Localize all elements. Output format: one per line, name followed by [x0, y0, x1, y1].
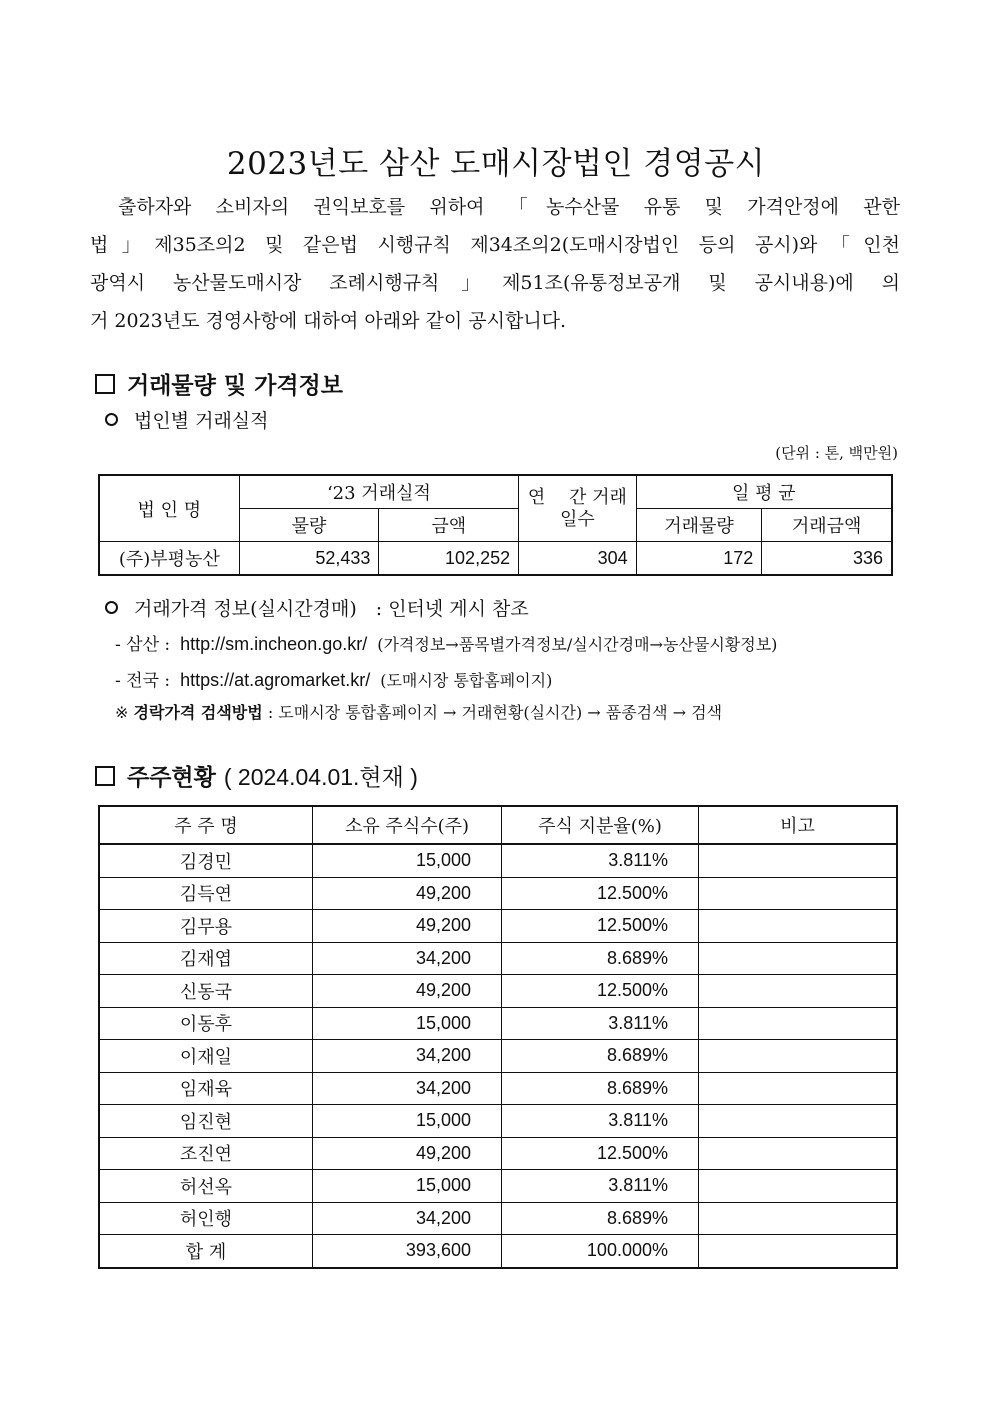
subsection-price-info [105, 594, 529, 621]
cell-note [699, 910, 898, 943]
section-trade-heading [95, 367, 343, 400]
cell-note [699, 844, 898, 877]
square-bullet-icon [95, 766, 115, 786]
cell-shares: 49,200 [313, 975, 502, 1008]
cell-ratio: 3.811% [502, 1105, 699, 1138]
cell-note [699, 1007, 898, 1040]
cell-shareholder-name: 이재일 [99, 1040, 313, 1073]
square-bullet-icon [95, 374, 115, 394]
cell-ratio: 8.689% [502, 1040, 699, 1073]
cell-corp-name: (주)부평농산 [99, 542, 239, 576]
table-row [99, 844, 897, 877]
col-days-header: 연 간 거래일수 [519, 475, 637, 542]
national-url-desc: (도매시장 통합홈페이지) [380, 671, 553, 690]
col-perf-group-header: ‘23 거래실적 [239, 475, 518, 509]
subsection-price-info-label: 거래가격 정보(실시간경매) : 인터넷 게시 참조 [134, 598, 529, 620]
table-row [99, 542, 892, 576]
table-row [99, 942, 897, 975]
cell-shares: 15,000 [313, 1007, 502, 1040]
samsan-url-link[interactable]: http://sm.incheon.go.kr/ [180, 634, 368, 654]
cell-ratio: 12.500% [502, 975, 699, 1008]
cell-shares: 15,000 [313, 1170, 502, 1203]
cell-shares: 49,200 [313, 877, 502, 910]
col-daily-group-header: 일 평 균 [636, 475, 892, 509]
col-volume-header: 물량 [239, 509, 379, 542]
intro-paragraph [90, 188, 900, 340]
intro-line-3: 광역시 농산물도매시장 조례시행규칙」제51조(유통정보공개 및 공시내용)에 의 [90, 272, 900, 294]
cell-ratio: 12.500% [502, 1137, 699, 1170]
intro-line-1: 출하자와 소비자의 권익보호를 위하여 「농수산물 유통 및 가격안정에 관한 [118, 196, 900, 218]
total-label: 합 계 [99, 1235, 313, 1268]
col-ratio-header: 주식 지분율(%) [502, 806, 699, 844]
section-shareholders-date: ( 2024.04.01.현재 ) [223, 764, 418, 790]
cell-shareholder-name: 허인행 [99, 1202, 313, 1235]
cell-ratio: 3.811% [502, 1170, 699, 1203]
col-daily-volume-header: 거래물량 [636, 509, 762, 542]
samsan-url-desc: (가격정보→품목별가격정보/실시간경매→농산물시황정보) [377, 635, 778, 654]
total-shares: 393,600 [313, 1235, 502, 1268]
cell-volume: 52,433 [239, 542, 379, 576]
cell-note [699, 877, 898, 910]
cell-shares: 34,200 [313, 1040, 502, 1073]
table-row [99, 1137, 897, 1170]
cell-shareholder-name: 허선옥 [99, 1170, 313, 1203]
cell-days: 304 [519, 542, 637, 576]
cell-note [699, 1105, 898, 1138]
cell-shareholder-name: 조진연 [99, 1137, 313, 1170]
cell-note [699, 1202, 898, 1235]
cell-daily-volume: 172 [636, 542, 762, 576]
cell-shares: 34,200 [313, 1202, 502, 1235]
cell-shares: 49,200 [313, 910, 502, 943]
cell-ratio: 3.811% [502, 844, 699, 877]
cell-shareholder-name: 신동국 [99, 975, 313, 1008]
cell-shareholder-name: 임진현 [99, 1105, 313, 1138]
cell-ratio: 8.689% [502, 1072, 699, 1105]
note-mark: ※ [115, 703, 129, 722]
table-row [99, 1040, 897, 1073]
subsection-corp-performance-label: 법인별 거래실적 [134, 410, 269, 432]
cell-daily-amount: 336 [762, 542, 892, 576]
col-amount-header: 금액 [379, 509, 519, 542]
table-row [99, 1170, 897, 1203]
col-corp-name-header: 법 인 명 [99, 475, 239, 542]
total-row [99, 1235, 897, 1268]
col-shareholder-name-header: 주 주 명 [99, 806, 313, 844]
table-row [99, 1072, 897, 1105]
table-row [99, 975, 897, 1008]
intro-line-4: 거 2023년도 경영사항에 대하여 아래와 같이 공시합니다. [90, 310, 567, 332]
col-shares-header: 소유 주식수(주) [313, 806, 502, 844]
circle-bullet-icon [105, 413, 118, 426]
cell-shareholder-name: 임재육 [99, 1072, 313, 1105]
unit-label: (단위 : 톤, 백만원) [775, 444, 898, 462]
cell-note [699, 1072, 898, 1105]
cell-shareholder-name: 김득연 [99, 877, 313, 910]
intro-line-2: 법」제35조의2 및 같은법 시행규칙 제34조의2(도매시장법인 등의 공시)와「인천 [90, 234, 900, 256]
total-note [699, 1235, 898, 1268]
shareholders-table [98, 805, 898, 1269]
table-row [99, 1105, 897, 1138]
national-link-line [115, 666, 552, 691]
national-label: - 전국 : [115, 671, 171, 691]
cell-shares: 15,000 [313, 1105, 502, 1138]
cell-shares: 34,200 [313, 1072, 502, 1105]
search-method-note [115, 700, 722, 723]
note-bold-label: 경락가격 검색방법 [133, 703, 263, 722]
cell-shareholder-name: 이동후 [99, 1007, 313, 1040]
section-shareholders-heading [95, 759, 418, 792]
cell-note [699, 1137, 898, 1170]
cell-ratio: 3.811% [502, 1007, 699, 1040]
samsan-label: - 삼산 : [115, 635, 171, 655]
cell-shareholder-name: 김재엽 [99, 942, 313, 975]
table-row [99, 877, 897, 910]
trade-performance-table [98, 474, 893, 576]
cell-note [699, 1040, 898, 1073]
cell-note [699, 1170, 898, 1203]
cell-shareholder-name: 김경민 [99, 844, 313, 877]
table-row [99, 1007, 897, 1040]
cell-shares: 34,200 [313, 942, 502, 975]
cell-shareholder-name: 김무용 [99, 910, 313, 943]
cell-ratio: 8.689% [502, 942, 699, 975]
section-trade-title: 거래물량 및 가격정보 [127, 372, 343, 399]
cell-note [699, 975, 898, 1008]
shareholders-body [99, 844, 897, 1235]
national-url-link[interactable]: https://at.agromarket.kr/ [180, 670, 371, 690]
page-title: 2023년도 삼산 도매시장법인 경영공시 [226, 146, 766, 182]
col-note-header: 비고 [699, 806, 898, 844]
circle-bullet-icon [105, 601, 118, 614]
cell-shares: 49,200 [313, 1137, 502, 1170]
cell-ratio: 8.689% [502, 1202, 699, 1235]
cell-ratio: 12.500% [502, 877, 699, 910]
table-row [99, 910, 897, 943]
subsection-corp-performance [105, 406, 269, 433]
cell-amount: 102,252 [379, 542, 519, 576]
col-daily-amount-header: 거래금액 [762, 509, 892, 542]
table-row [99, 1202, 897, 1235]
cell-shares: 15,000 [313, 844, 502, 877]
section-shareholders-title: 주주현황 [127, 764, 216, 791]
cell-ratio: 12.500% [502, 910, 699, 943]
note-text: : 도매시장 통합홈페이지 → 거래현황(실시간) → 품종검색 → 검색 [267, 703, 723, 722]
samsan-link-line [115, 630, 777, 655]
cell-note [699, 942, 898, 975]
total-ratio: 100.000% [502, 1235, 699, 1268]
